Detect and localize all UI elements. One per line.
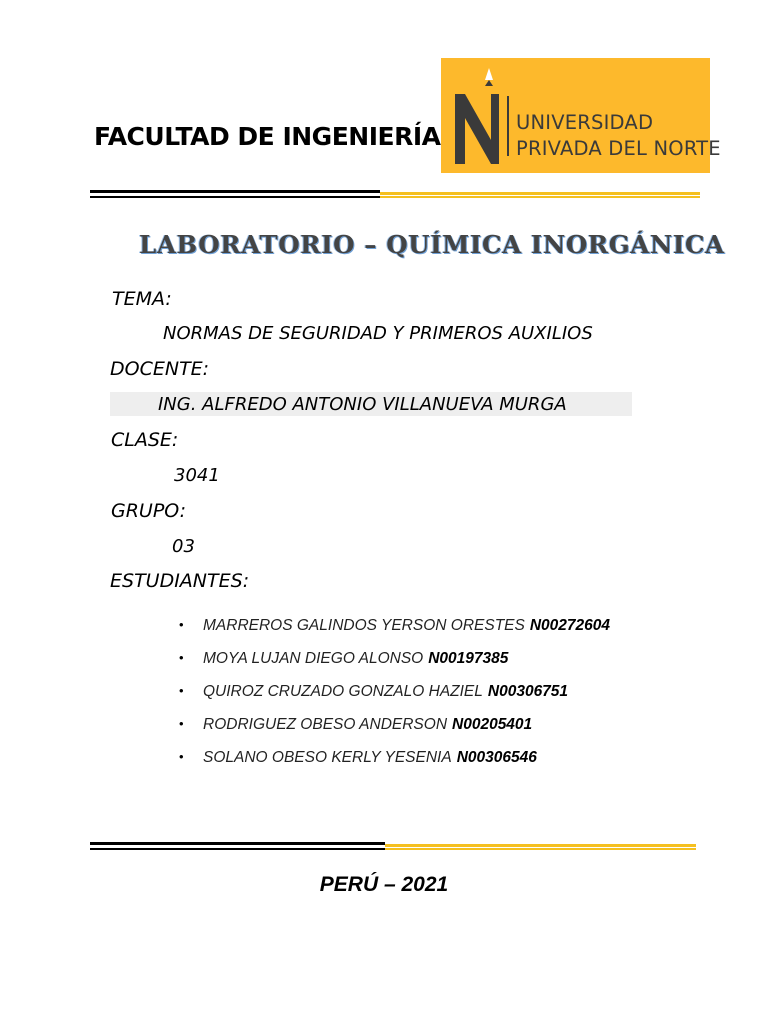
student-code: N00197385 xyxy=(428,650,509,667)
bullet-icon: • xyxy=(179,683,184,698)
bullet-icon: • xyxy=(179,749,184,764)
logo-text-line2: PRIVADA DEL NORTE xyxy=(516,137,721,160)
grupo-label: GRUPO: xyxy=(111,500,186,522)
tema-label: TEMA: xyxy=(112,288,172,310)
docente-value: ING. ALFREDO ANTONIO VILLANUEVA MURGA xyxy=(158,394,567,415)
student-code: N00306751 xyxy=(487,683,569,700)
bullet-icon: • xyxy=(179,650,184,665)
docente-label: DOCENTE: xyxy=(110,358,210,380)
university-n-icon xyxy=(453,66,507,166)
faculty-title: FACULTAD DE INGENIERÍA xyxy=(94,122,441,151)
bottom-divider xyxy=(90,842,696,852)
tema-value: NORMAS DE SEGURIDAD Y PRIMEROS AUXILIOS xyxy=(163,323,593,344)
student-code: N00205401 xyxy=(452,716,533,733)
logo-divider xyxy=(507,96,509,156)
clase-label: CLASE: xyxy=(111,429,179,451)
grupo-value: 03 xyxy=(172,536,195,557)
clase-value: 3041 xyxy=(174,465,220,486)
student-code: N00272604 xyxy=(529,617,611,634)
student-name: QUIROZ CRUZADO GONZALO HAZIEL xyxy=(203,683,483,700)
lab-title: LABORATORIO – QUÍMICA INORGÁNICA xyxy=(139,230,725,259)
bullet-icon: • xyxy=(179,617,184,632)
student-name: SOLANO OBESO KERLY YESENIA xyxy=(203,749,452,766)
student-name: MARREROS GALINDOS YERSON ORESTES xyxy=(203,617,525,634)
student-name: RODRIGUEZ OBESO ANDERSON xyxy=(203,716,448,733)
top-divider xyxy=(90,190,700,200)
student-name: MOYA LUJAN DIEGO ALONSO xyxy=(203,650,424,667)
footer-country-year: PERÚ – 2021 xyxy=(319,873,449,896)
student-code: N00306546 xyxy=(456,749,537,766)
estudiantes-label: ESTUDIANTES: xyxy=(110,570,250,592)
logo-text-line1: UNIVERSIDAD xyxy=(516,111,654,134)
bullet-icon: • xyxy=(179,716,184,731)
university-logo xyxy=(441,58,721,173)
